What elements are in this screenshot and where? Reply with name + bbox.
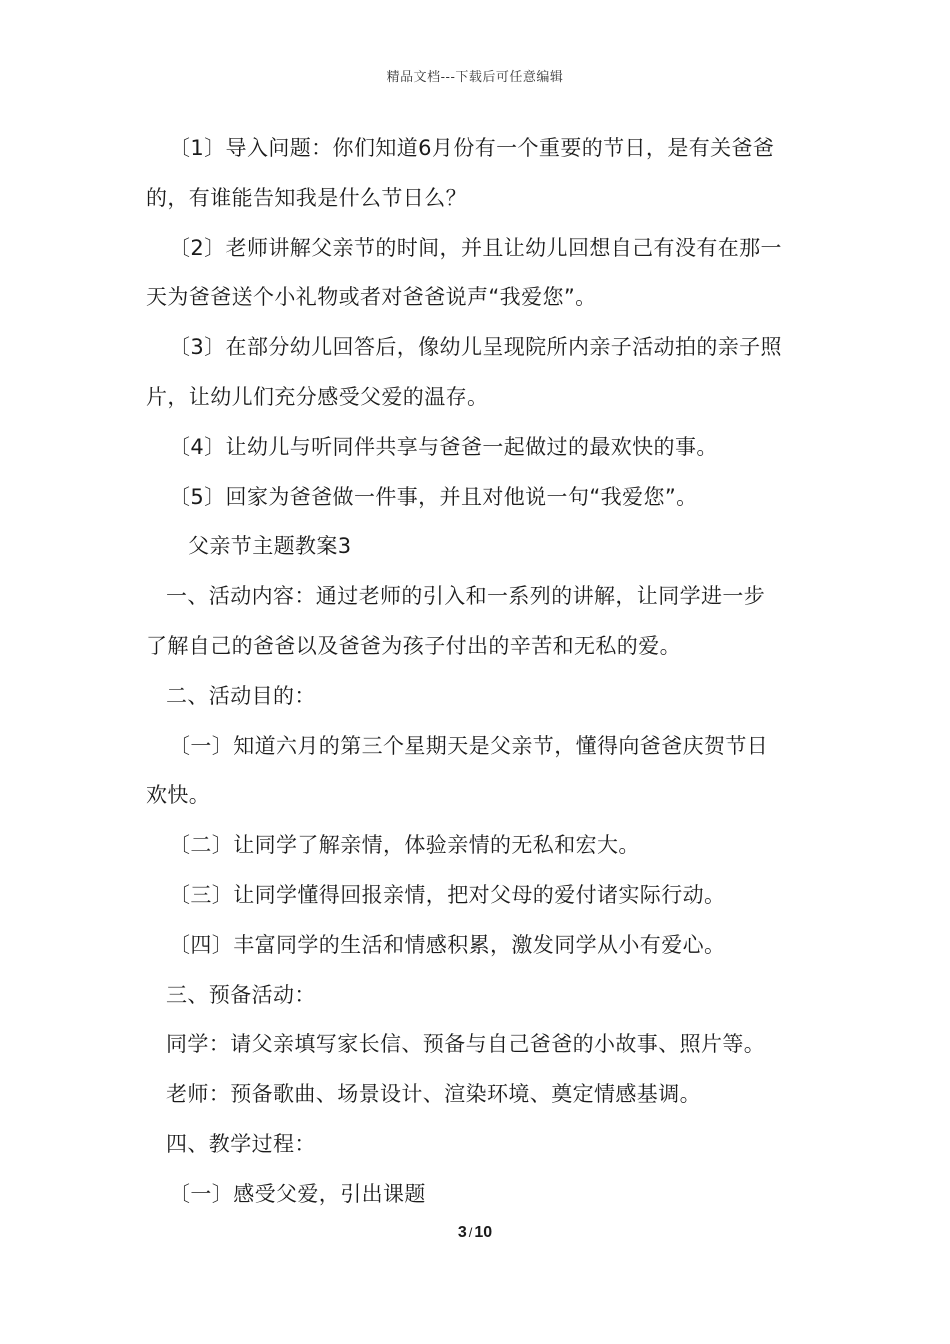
paragraph-line: 〔三〕让同学懂得回报亲情，把对父母的爱付诸实际行动。 bbox=[169, 882, 726, 907]
section-heading: 四、教学过程： bbox=[166, 1131, 316, 1156]
paragraph-line: 的，有谁能告知我是什么节日么？ bbox=[146, 185, 467, 210]
paragraph-line: 欢快。 bbox=[146, 783, 211, 808]
paragraph-line: 一、活动内容：通过老师的引入和一系列的讲解，让同学进一步 bbox=[166, 584, 766, 609]
total-pages: 10 bbox=[474, 1224, 493, 1241]
paragraph-line: 〔4〕让幼儿与听同伴共享与爸爸一起做过的最欢快的事。 bbox=[169, 434, 718, 459]
section-title: 父亲节主题教案3 bbox=[188, 534, 352, 559]
document-body bbox=[146, 126, 811, 1222]
paragraph-line: 了解自己的爸爸以及爸爸为孩子付出的辛苦和无私的爱。 bbox=[146, 633, 681, 658]
paragraph-line: 老师：预备歌曲、场景设计、渲染环境、奠定情感基调。 bbox=[166, 1082, 701, 1107]
section-heading: 二、活动目的： bbox=[166, 683, 316, 708]
page-number bbox=[0, 1224, 950, 1242]
paragraph-line: 片，让幼儿们充分感受父爱的温存。 bbox=[146, 384, 489, 409]
paragraph-line: 〔四〕丰富同学的生活和情感积累，激发同学从小有爱心。 bbox=[169, 932, 726, 957]
current-page: 3 bbox=[457, 1224, 467, 1241]
section-heading: 三、预备活动： bbox=[166, 982, 316, 1007]
paragraph-line: 天为爸爸送个小礼物或者对爸爸说声“我爱您”。 bbox=[146, 285, 597, 310]
page-separator: / bbox=[468, 1225, 473, 1240]
paragraph-line: 〔3〕在部分幼儿回答后，像幼儿呈现院所内亲子活动拍的亲子照 bbox=[169, 335, 782, 360]
paragraph-line: 〔1〕导入问题：你们知道6月份有一个重要的节日，是有关爸爸 bbox=[169, 136, 775, 160]
paragraph-line: 〔一〕知道六月的第三个星期天是父亲节，懂得向爸爸庆贺节日 bbox=[169, 733, 769, 758]
paragraph-line: 〔二〕让同学了解亲情，体验亲情的无私和宏大。 bbox=[169, 833, 640, 858]
paragraph-line: 〔5〕回家为爸爸做一件事，并且对他说一句“我爱您”。 bbox=[169, 484, 698, 509]
page-header: 精品文档---下载后可任意编辑 bbox=[386, 70, 564, 85]
paragraph-line: 〔2〕老师讲解父亲节的时间，并且让幼儿回想自己有没有在那一 bbox=[169, 235, 782, 260]
paragraph-line: 同学：请父亲填写家长信、预备与自己爸爸的小故事、照片等。 bbox=[166, 1032, 766, 1057]
paragraph-line: 〔一〕感受父爱，引出课题 bbox=[169, 1181, 426, 1206]
